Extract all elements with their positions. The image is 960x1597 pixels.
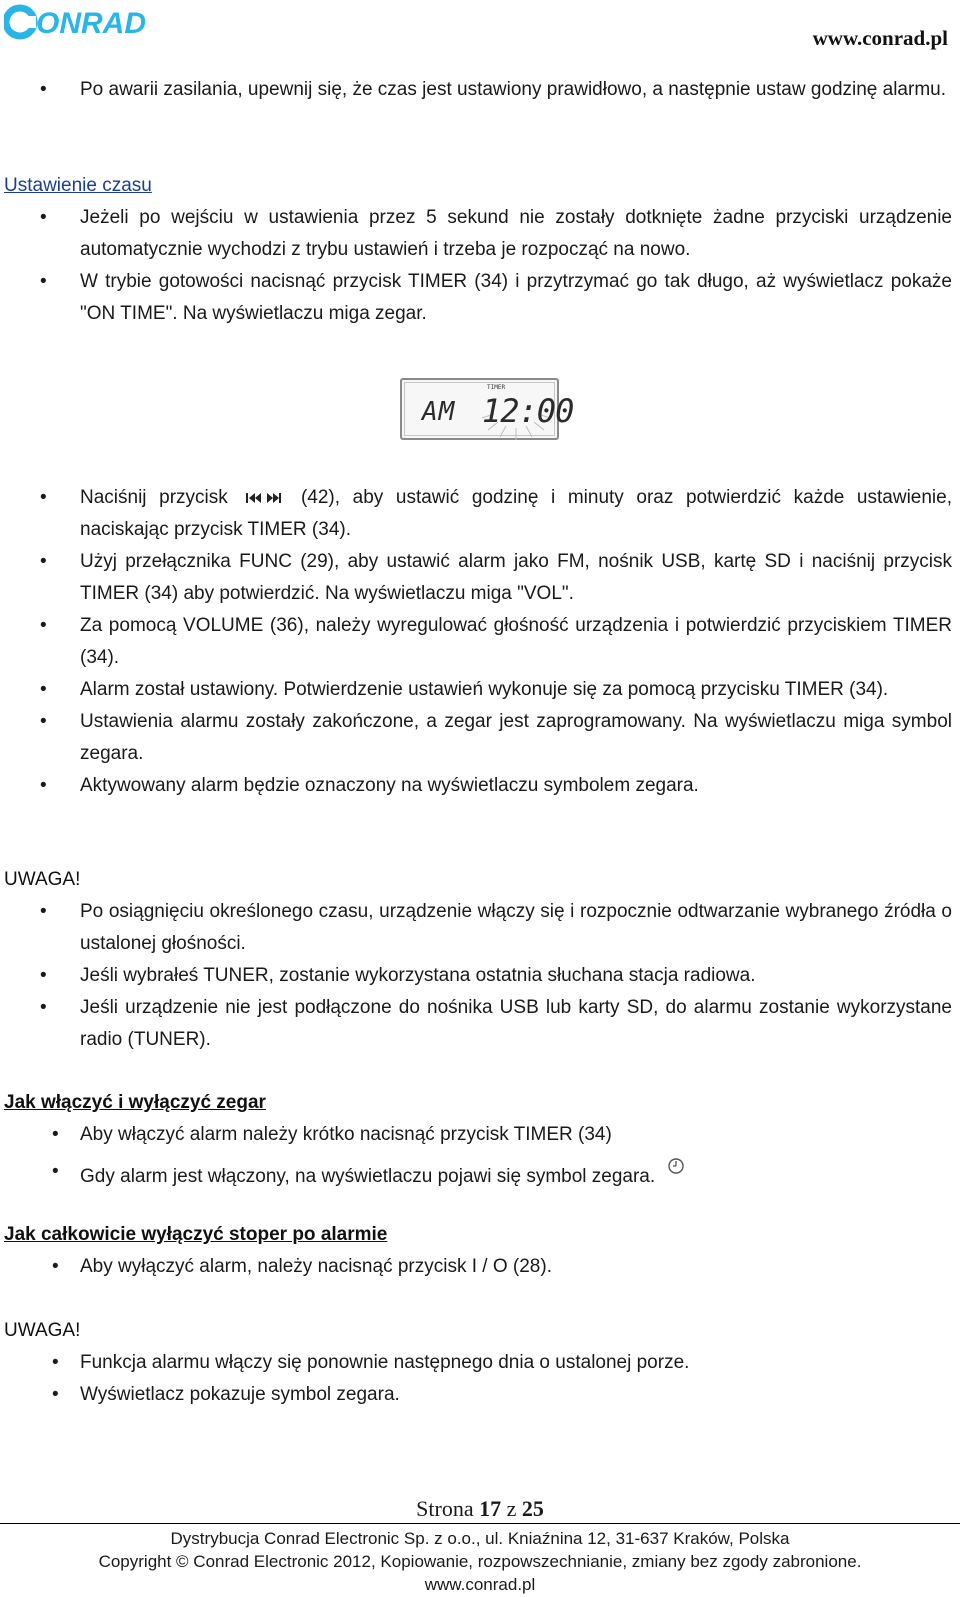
footer-divider <box>0 1523 960 1524</box>
bullet-icon: • <box>40 271 47 292</box>
list-item: • Po osiągnięciu określonego czasu, urządzenie włączy się i rozpocznie odtwarzanie wybranego źródła o ustalonej głośności. <box>0 896 960 960</box>
current-page: 17 <box>479 1496 502 1521</box>
bullet-icon: • <box>52 1384 59 1405</box>
note2-list <box>0 1347 960 1411</box>
list-item: • Funkcja alarmu włączy się ponownie następnego dnia o ustalonej porze. <box>0 1347 960 1379</box>
note1-list <box>0 896 960 1056</box>
lcd-am-indicator: AM <box>422 397 456 427</box>
bullet-icon: • <box>40 711 47 732</box>
list-item: • Gdy alarm jest włączony, na wyświetlaczu pojawi się symbol zegara. <box>0 1156 960 1193</box>
list-item: • Ustawienia alarmu zostały zakończone, a zegar jest zaprogramowany. Na wyświetlaczu miga symbol zegara. <box>0 706 960 770</box>
bullet-icon: • <box>40 615 47 636</box>
time-setting-list <box>0 202 960 330</box>
footer-url[interactable]: www.conrad.pl <box>424 1575 536 1594</box>
bullet-icon: • <box>52 1124 59 1145</box>
bullet-icon: • <box>40 997 47 1018</box>
bullet-icon: • <box>40 775 47 796</box>
header-site-url[interactable]: www.conrad.pl <box>812 26 948 50</box>
bullet-icon: • <box>40 679 47 700</box>
skip-prev-next-icon <box>244 491 284 505</box>
section-heading-stop-alarm: Jak całkowicie wyłączyć stoper po alarmie <box>4 1224 388 1245</box>
footer-distribution: Dystrybucja Conrad Electronic Sp. z o.o., ul. Kniaźnina 12, 31-637 Kraków, Polska <box>170 1529 790 1548</box>
bullet-icon: • <box>52 1256 59 1277</box>
list-item: • Aby włączyć alarm należy krótko nacisnąć przycisk TIMER (34) <box>0 1119 960 1151</box>
bullet-icon: • <box>40 551 47 572</box>
bullet-icon: • <box>40 965 47 986</box>
list-item: • Naciśnij przycisk (42), aby ustawić godzinę i minuty oraz potwierdzić każde ustawienie, naciskając przycisk TIMER (34). <box>0 482 960 546</box>
svg-text:ONRAD: ONRAD <box>36 7 146 40</box>
bullet-icon: • <box>40 207 47 228</box>
bullet-icon: • <box>40 901 47 922</box>
stop-list <box>0 1251 960 1283</box>
list-item: • Użyj przełącznika FUNC (29), aby ustawić alarm jako FM, nośnik USB, kartę SD i naciśnij przycisk TIMER (34) aby potwierdzić. Na wyświetlaczu miga "VOL". <box>0 546 960 610</box>
list-item: • Alarm został ustawiony. Potwierdzenie ustawień wykonuje się za pomocą przycisku TIMER (34). <box>0 674 960 706</box>
list-item: • Aktywowany alarm będzie oznaczony na wyświetlaczu symbolem zegara. <box>0 770 960 802</box>
list-item: • Po awarii zasilania, upewnij się, że czas jest ustawiony prawidłowo, a następnie ustaw godzinę alarmu. <box>0 74 960 106</box>
section-heading-toggle-clock: Jak włączyć i wyłączyć zegar <box>4 1092 266 1113</box>
bullet-icon: • <box>40 79 47 100</box>
list-item: • Za pomocą VOLUME (36), należy wyregulować głośność urządzenia i potwierdzić przyciskiem TIMER (34). <box>0 610 960 674</box>
intro-list <box>0 74 960 106</box>
footer-copyright: Copyright © Conrad Electronic 2012, Kopiowanie, rozpowszechnianie, zmiany bez zgody zabronione. <box>98 1552 862 1571</box>
total-pages: 25 <box>521 1496 544 1521</box>
page-number: Strona 17 z 25 <box>416 1496 544 1521</box>
note-heading-2: UWAGA! <box>4 1320 81 1341</box>
bullet-icon: • <box>52 1352 59 1373</box>
list-item: • Aby wyłączyć alarm, należy nacisnąć przycisk I / O (28). <box>0 1251 960 1283</box>
list-item: • Wyświetlacz pokazuje symbol zegara. <box>0 1379 960 1411</box>
lcd-timer-label: TIMER <box>487 384 506 391</box>
list-item: • Jeśli urządzenie nie jest podłączone do nośnika USB lub karty SD, do alarmu zostanie wykorzystane radio (TUNER). <box>0 992 960 1056</box>
bullet-icon: • <box>52 1161 59 1182</box>
list-item: • Jeżeli po wejściu w ustawienia przez 5 sekund nie zostały dotknięte żadne przyciski urządzenie automatycznie wychodzi z trybu ustawień i trzeba je rozpocząć na nowo. <box>0 202 960 266</box>
bullet-icon: • <box>40 487 47 508</box>
list-item: • Jeśli wybrałeś TUNER, zostanie wykorzystana ostatnia słuchana stacja radiowa. <box>0 960 960 992</box>
lcd-time-digits: 12:00 <box>482 392 574 430</box>
list-item: • W trybie gotowości nacisnąć przycisk TIMER (34) i przytrzymać go tak długo, aż wyświetlacz pokaże "ON TIME". Na wyświetlaczu miga zegar. <box>0 266 960 330</box>
section-heading-time-setting: Ustawienie czasu <box>4 175 152 196</box>
note-heading-1: UWAGA! <box>4 869 81 890</box>
lcd-display-image <box>400 378 574 440</box>
toggle-list <box>0 1119 960 1193</box>
conrad-logo <box>4 2 154 42</box>
clock-icon <box>666 1156 686 1176</box>
steps-list <box>0 482 960 802</box>
